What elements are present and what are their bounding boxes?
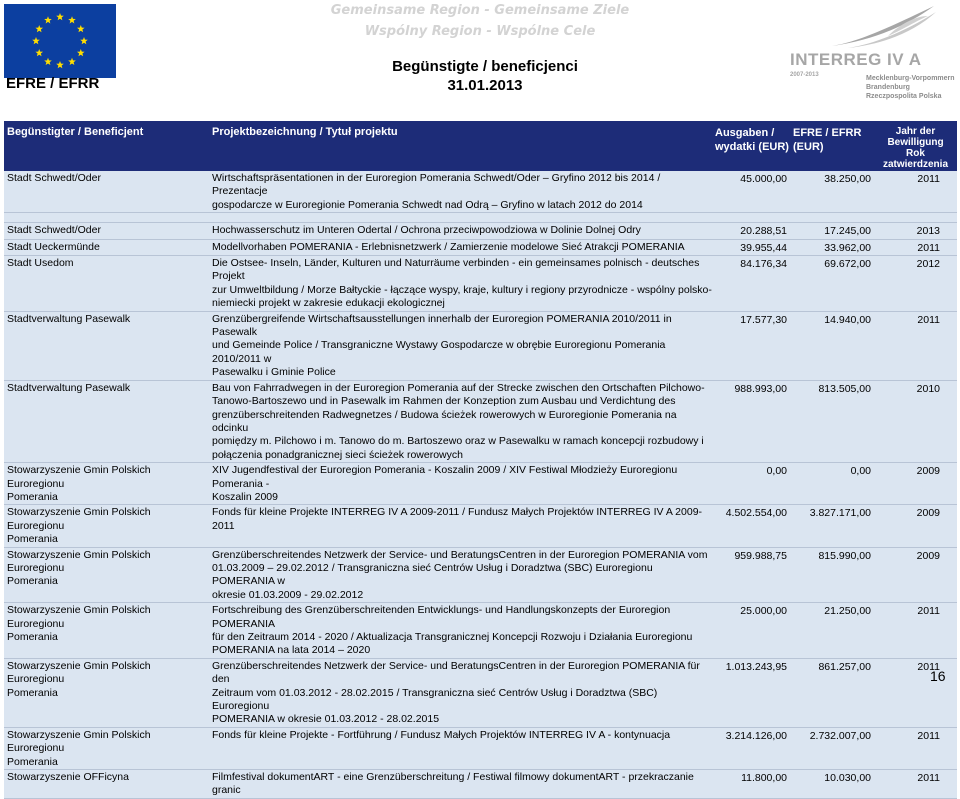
page-date: 31.01.2013	[447, 77, 523, 94]
cell-efre: 10.030,00	[824, 772, 871, 785]
cell-line: Zeitraum vom 01.03.2012 - 28.02.2015 / Transgraniczna sieć Centrów Usług i Doradztwa (SBC) Euroregionu	[212, 686, 658, 713]
cell-beneficiary	[4, 256, 210, 311]
cell-line: POMERANIA w okresie 01.03.2012 - 28.02.2015	[212, 713, 440, 726]
cell-expenses: 988.993,00	[734, 382, 787, 395]
cell-beneficiary	[4, 312, 210, 380]
cell-efre: 14.940,00	[824, 313, 871, 326]
cell-project	[210, 728, 713, 769]
cell-line: POMERANIA na lata 2014 – 2020	[212, 644, 371, 657]
table-row	[4, 659, 957, 728]
interreg-title: INTERREG IV A	[790, 50, 922, 69]
cell-line: Pomerania	[7, 631, 58, 643]
cell-expenses: 17.577,30	[740, 313, 787, 326]
header-line: wydatki (EUR)	[715, 141, 789, 153]
cell-beneficiary	[4, 223, 210, 238]
cell-expenses: 25.000,00	[740, 605, 787, 618]
cell-line: Stowarzyszenie Gmin Polskich Euroregionu	[7, 604, 151, 630]
header-beneficiary: Begünstigter / Beneficjent	[7, 126, 144, 138]
row-spacer	[4, 213, 957, 223]
header-efre	[790, 121, 874, 171]
cell-line: Stadt Usedom	[7, 257, 74, 270]
region-name: Mecklenburg-Vorpommern	[866, 75, 955, 82]
interreg-regions	[866, 74, 955, 101]
cell-line: zur Umweltbildung / Morze Bałtyckie - łączące wyspy, kraje, kultury i regiony przyrodnicze - wspólny polsko-	[212, 283, 712, 296]
cell-project	[210, 381, 713, 462]
cell-year: 2010	[916, 382, 940, 395]
cell-year: 2011	[917, 313, 940, 326]
cell-year: 2009	[916, 507, 940, 520]
cell-line: gospodarcze w Euroregionie Pomerania Schwedt nad Odrą – Gryfino w latach 2012 do 2014	[212, 198, 643, 211]
header-year	[874, 121, 957, 171]
cell-expenses: 3.214.126,00	[725, 729, 787, 742]
cell-project	[210, 240, 713, 255]
header-line: Ausgaben /	[715, 127, 775, 139]
cell-line: Wirtschaftspräsentationen in der Euroregion Pomerania Schwedt/Oder – Gryfino 2012 bis 2014 / Prezentacje	[212, 172, 661, 198]
cell-beneficiary	[4, 381, 210, 462]
cell-line: Pomerania	[7, 755, 58, 768]
cell-efre: 815.990,00	[818, 549, 871, 562]
page-title: Begünstigte / beneficjenci	[392, 58, 578, 75]
interreg-years: 2007-2013	[790, 72, 819, 78]
cell-expenses: 4.502.554,00	[725, 507, 787, 520]
cell-line: Filmfestival dokumentART - eine Grenzüberschreitung / Festiwal filmowy dokumentART - przekraczanie granic	[212, 771, 694, 797]
cell-line: Grenzüberschreitendes Netzwerk der Service- und BeratungsCentren in der Euroregion POMERANIA für den	[212, 659, 700, 686]
region-name: Rzeczpospolita Polska	[866, 93, 942, 100]
cell-efre: 69.672,00	[824, 258, 871, 271]
cell-expenses: 959.988,75	[734, 549, 787, 562]
table-body	[4, 171, 957, 799]
cell-line: Stowarzyszenie Gmin Polskich Euroregionu	[7, 659, 151, 686]
cell-efre: 17.245,00	[824, 225, 871, 238]
cell-expenses: 84.176,34	[740, 258, 787, 271]
cell-line: Stadtverwaltung Pasewalk	[7, 312, 131, 325]
cell-year: 2009	[916, 549, 940, 562]
motto-line-1: Gemeinsame Region - Gemeinsame Ziele	[330, 3, 630, 18]
cell-expenses: 11.800,00	[741, 772, 787, 785]
table-row	[4, 256, 957, 312]
region-name: Brandenburg	[866, 84, 910, 91]
table-row	[4, 171, 957, 213]
cell-year: 2011	[917, 772, 940, 785]
swoosh-icon	[828, 2, 938, 50]
cell-line: Stadtverwaltung Pasewalk	[7, 381, 131, 394]
cell-expenses: 39.955,44	[740, 241, 787, 254]
cell-efre: 33.962,00	[824, 241, 871, 254]
table-row	[4, 240, 957, 256]
table-row	[4, 728, 957, 770]
table-row	[4, 548, 957, 604]
cell-beneficiary	[4, 463, 210, 504]
cell-line: Bau von Fahrradwegen in der Euroregion Pomerania auf der Strecke zwischen den Ortschaften Pilchowo-	[212, 381, 705, 394]
cell-beneficiary	[4, 659, 210, 727]
cell-line: Stowarzyszenie Gmin Polskich Euroregionu	[7, 548, 151, 574]
cell-beneficiary	[4, 728, 210, 769]
table-row	[4, 463, 957, 505]
cell-beneficiary	[4, 240, 210, 255]
beneficiaries-table	[4, 121, 957, 799]
cell-line: Stadt Schwedt/Oder	[7, 224, 101, 237]
cell-line: Pomerania	[7, 533, 58, 546]
header-line: zatwierdzenia	[882, 159, 949, 170]
cell-project	[210, 770, 713, 798]
cell-year: 2012	[916, 258, 940, 271]
header-line: Jahr der	[895, 126, 936, 137]
cell-line: Stadt Schwedt/Oder	[7, 172, 101, 184]
table-row	[4, 603, 957, 659]
cell-line: für den Zeitraum 2014 - 2020 / Aktualizacja Transgranicznej Koncepcji Rozwoju i Działania Euroregionu	[212, 631, 693, 643]
cell-line: okresie 01.03.2009 - 29.02.2012	[212, 588, 364, 601]
cell-project	[210, 548, 713, 603]
cell-year: 2011	[917, 241, 940, 254]
cell-efre: 813.505,00	[818, 382, 871, 395]
cell-line: Fonds für kleine Projekte - Fortführung / Fundusz Małych Projektów INTERREG IV A - kontynuacja	[212, 728, 671, 741]
cell-line: Tanowo-Bartoszewo und in Pasewalk im Rahmen der Konzeption zum Ausbau und Verdichtung des	[212, 395, 676, 408]
cell-project	[210, 659, 713, 727]
header-line: Rok	[906, 148, 925, 159]
efre-label: EFRE / EFRR	[6, 75, 100, 92]
cell-line: Fonds für kleine Projekte INTERREG IV A 2009-2011 / Fundusz Małych Projektów INTERREG IV A 2009-2011	[212, 506, 703, 532]
cell-line: Pasewalku i Gminie Police	[212, 366, 336, 379]
cell-line: Die Ostsee- Inseln, Länder, Kulturen und Naturräume verbinden - ein gemeinsames polnisch - deutsches Projekt	[212, 257, 700, 283]
header-expenses	[713, 121, 790, 171]
cell-year: 2011	[917, 729, 940, 742]
cell-expenses: 0,00	[766, 465, 787, 478]
table-header	[4, 121, 957, 171]
cell-line: Fortschreibung des Grenzüberschreitenden Entwicklungs- und Handlungskonzepts der Euroregion POMERANIA	[212, 604, 671, 630]
cell-efre: 2.732.007,00	[809, 729, 871, 742]
cell-line: Grenzüberschreitendes Netzwerk der Service- und BeratungsCentren in der Euroregion POMERANIA vom	[212, 548, 708, 561]
cell-expenses: 45.000,00	[740, 173, 787, 185]
header-line: Bewilligung	[887, 137, 944, 148]
cell-line: und Gemeinde Police / Transgraniczne Wystawy Gospodarcze w obrębie Euroregionu Pomerania 2010/2011 w	[212, 339, 666, 365]
cell-project	[210, 603, 713, 658]
cell-project	[210, 505, 713, 546]
table-row	[4, 223, 957, 239]
cell-efre: 861.257,00	[818, 660, 871, 673]
cell-line: Koszalin 2009	[212, 490, 278, 503]
cell-beneficiary	[4, 548, 210, 603]
motto-line-2: Wspólny Region - Wspólne Cele	[364, 24, 596, 39]
table-row	[4, 312, 957, 381]
cell-year: 2009	[916, 465, 940, 478]
cell-project	[210, 256, 713, 311]
cell-line: pomiędzy m. Pilchowo i m. Tanowo do m. Bartoszewo oraz w Pasewalku w ramach koncepcji rozbudowy i	[212, 435, 704, 448]
cell-line: Stowarzyszenie OFFicyna	[7, 771, 129, 784]
cell-beneficiary	[4, 603, 210, 658]
cell-beneficiary	[4, 171, 210, 212]
cell-line: grenzüberschreitenden Radwegnetzes / Budowa ścieżek rowerowych w Euroregionie Pomerania na odcinku	[212, 408, 677, 434]
cell-line: Pomerania	[7, 686, 58, 699]
cell-beneficiary	[4, 505, 210, 546]
table-row	[4, 505, 957, 547]
header-line: EFRE / EFRR	[793, 127, 862, 139]
cell-project	[210, 223, 713, 238]
cell-expenses: 20.288,51	[740, 225, 787, 238]
cell-project	[210, 171, 713, 212]
cell-year: 2011	[917, 660, 940, 673]
cell-line: Modellvorhaben POMERANIA - Erlebnisnetzwerk / Zamierzenie modelowe Sieć Atrakcji POMERANIA	[212, 240, 685, 253]
cell-line: Pomerania	[7, 490, 58, 503]
cell-year: 2013	[916, 225, 940, 238]
table-row	[4, 770, 957, 799]
interreg-logo	[790, 2, 960, 106]
cell-line: Stowarzyszenie Gmin Polskich Euroregionu	[7, 506, 151, 532]
header-project: Projektbezeichnung / Tytuł projektu	[212, 126, 398, 138]
header-line: (EUR)	[793, 141, 824, 153]
cell-line: połączenia ponadgranicznej sieci ścieżek rowerowych	[212, 448, 463, 461]
cell-efre: 21.250,00	[824, 605, 871, 618]
cell-line: Hochwasserschutz im Unteren Odertal / Ochrona przeciwpowodziowa w Dolinie Dolnej Odry	[212, 224, 641, 237]
cell-line: Grenzübergreifende Wirtschaftsausstellungen innerhalb der Euroregion POMERANIA 2010/2011 in Pasewalk	[212, 312, 672, 339]
cell-efre: 0,00	[850, 465, 871, 478]
cell-beneficiary	[4, 770, 210, 798]
cell-year: 2011	[917, 173, 940, 185]
cell-expenses: 1.013.243,95	[725, 660, 787, 673]
cell-line: Stowarzyszenie Gmin Polskich Euroregionu	[7, 728, 151, 755]
cell-line: niemiecki projekt w zakresie edukacji ekologicznej	[212, 297, 445, 310]
page-number: 16	[930, 668, 946, 684]
cell-project	[210, 463, 713, 504]
cell-line: Pomerania	[7, 575, 58, 588]
cell-project	[210, 312, 713, 380]
cell-year: 2011	[917, 605, 940, 618]
cell-line: 01.03.2009 – 29.02.2012 / Transgraniczna sieć Centrów Usług i Doradztwa (SBC) Euroregionu POMERANIA w	[212, 561, 653, 588]
cell-line: Stadt Ueckermünde	[7, 240, 100, 253]
table-row	[4, 381, 957, 463]
cell-efre: 3.827.171,00	[809, 507, 871, 520]
cell-line: XIV Jugendfestival der Euroregion Pomerania - Koszalin 2009 / XIV Festiwal Młodzieży Euroregionu Pomerania -	[212, 464, 678, 490]
cell-efre: 38.250,00	[824, 173, 871, 185]
cell-line: Stowarzyszenie Gmin Polskich Euroregionu	[7, 464, 151, 490]
